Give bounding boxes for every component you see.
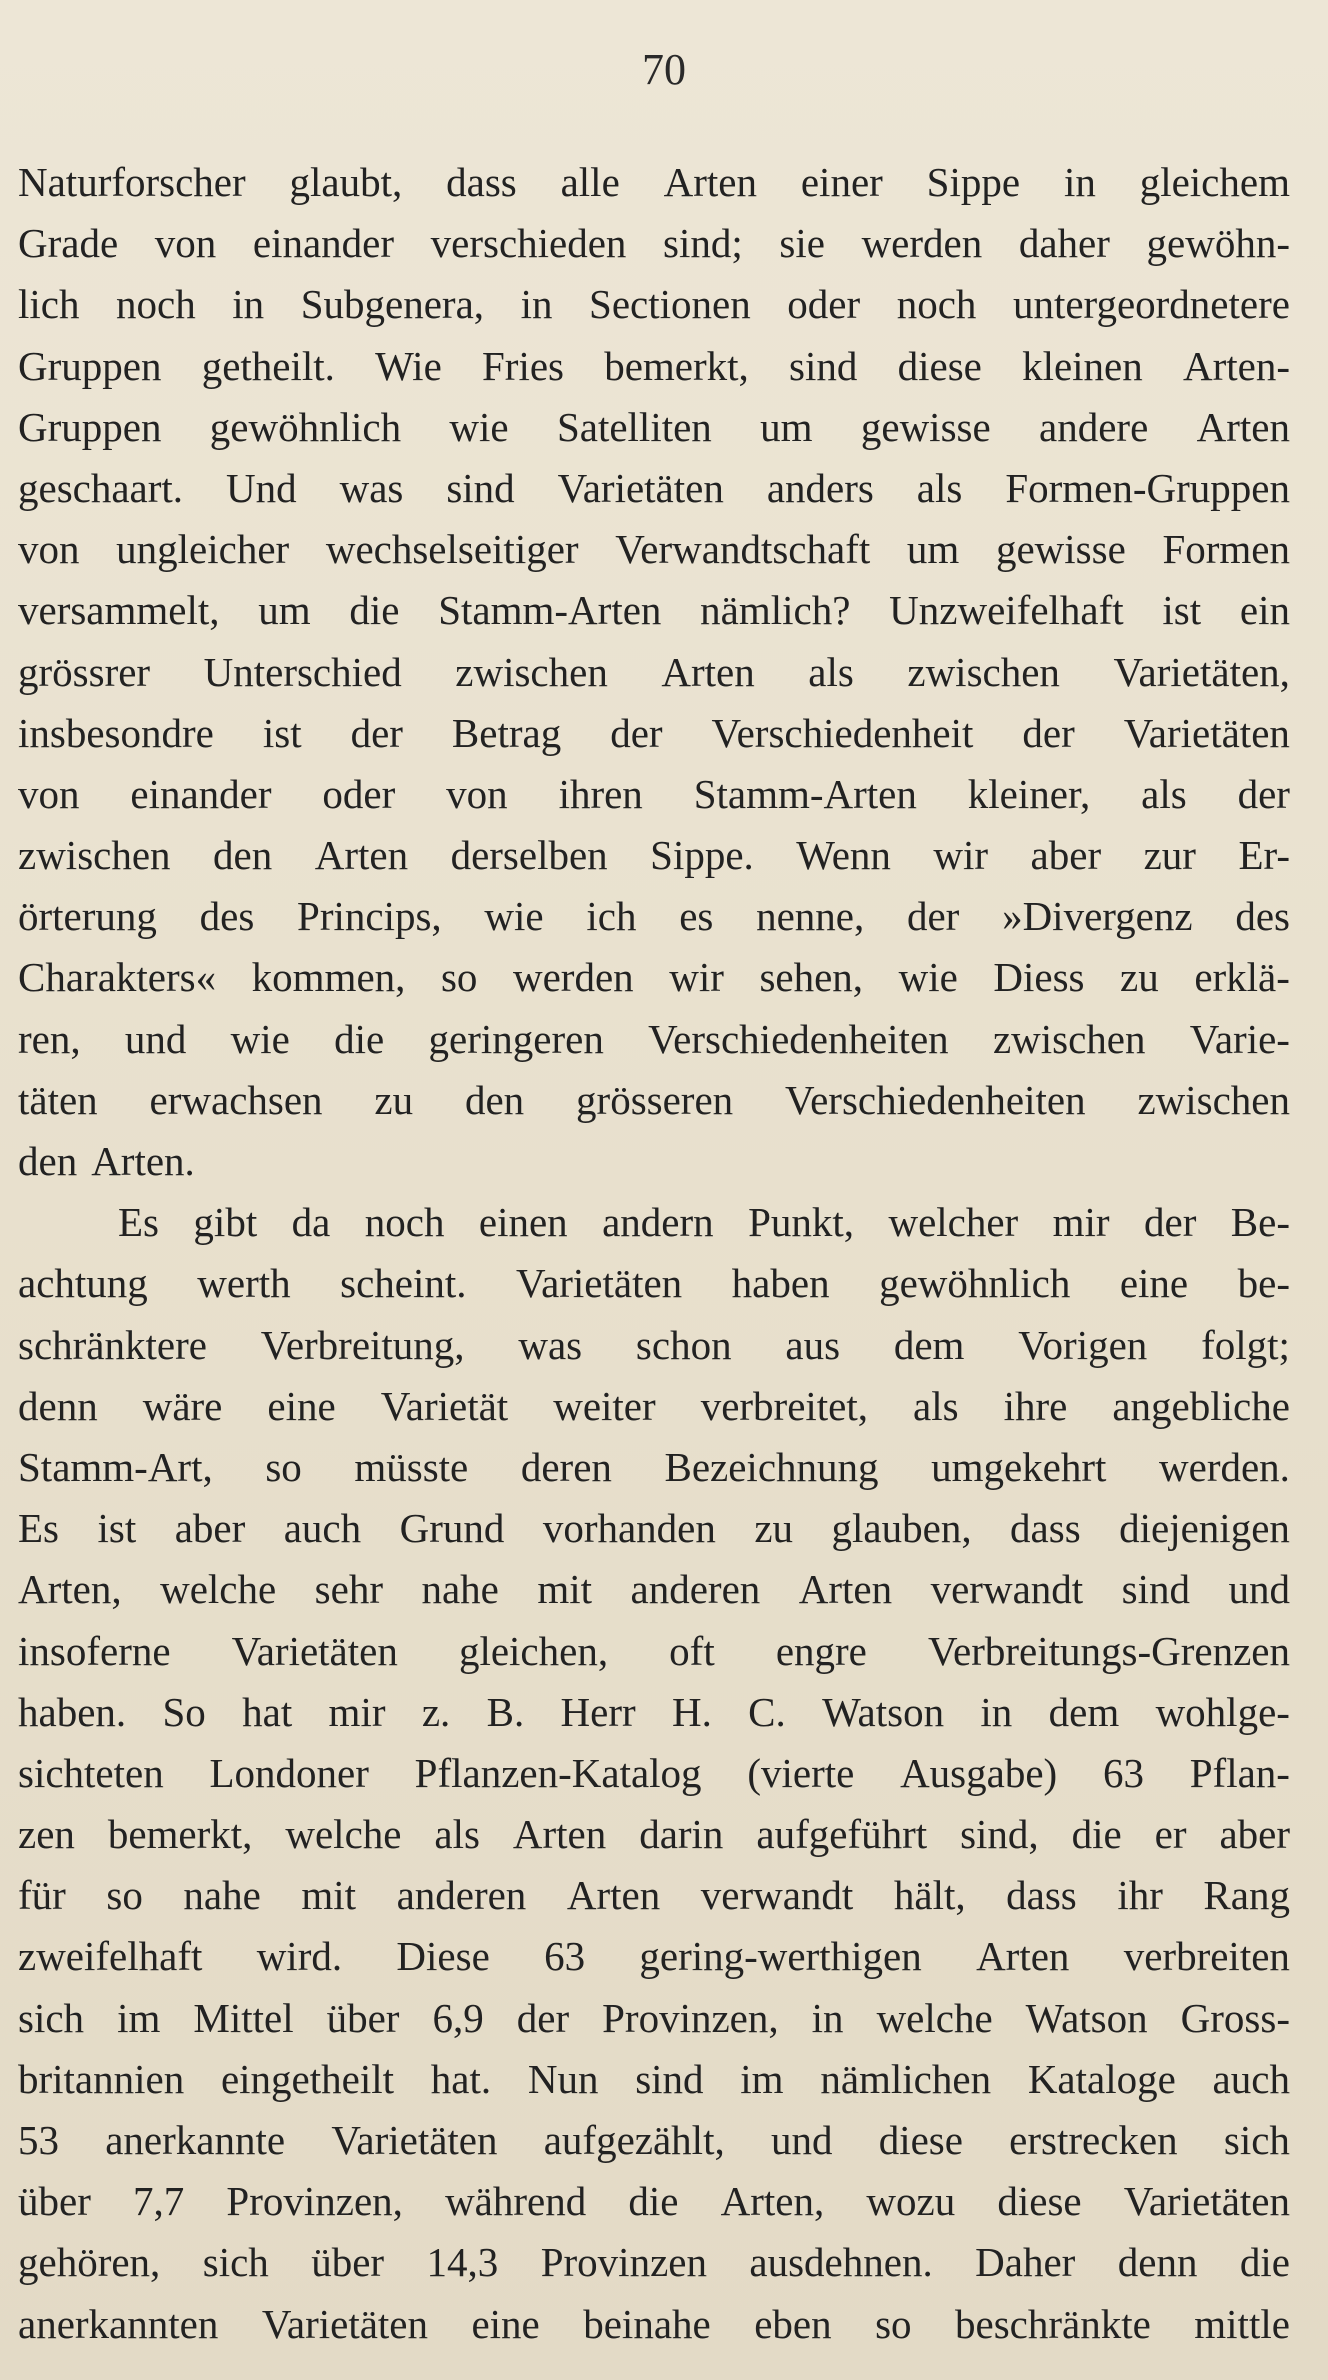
page-number: 70 [642, 45, 686, 94]
text-line: zweifelhaft wird. Diese 63 gering-werthigen Arten verbreiten [18, 1933, 1290, 1980]
text-line: Gruppen getheilt. Wie Fries bemerkt, sind diese kleinen Arten- [18, 342, 1290, 389]
text-line: lich noch in Subgenera, in Sectionen oder noch untergeordnetere [18, 281, 1290, 328]
text-line: örterung des Princips, wie ich es nenne, der »Divergenz des [18, 893, 1290, 940]
text-line: zwischen den Arten derselben Sippe. Wenn wir aber zur Er- [18, 832, 1290, 879]
paragraph-1 [18, 152, 1290, 1192]
text-line: täten erwachsen zu den grösseren Verschiedenheiten zwischen [18, 1076, 1290, 1123]
text-line: achtung werth scheint. Varietäten haben gewöhnlich eine be- [18, 1260, 1290, 1307]
text-line: anerkannten Varietäten eine beinahe eben so beschränkte mittle [18, 2300, 1290, 2347]
page-text [18, 152, 1290, 2355]
text-line: britannien eingetheilt hat. Nun sind im nämlichen Kataloge auch [18, 2055, 1290, 2102]
text-line: grössrer Unterschied zwischen Arten als zwischen Varietäten, [18, 648, 1290, 695]
text-line: Stamm-Art, so müsste deren Bezeichnung umgekehrt werden. [18, 1443, 1290, 1490]
text-line: über 7,7 Provinzen, während die Arten, wozu diese Varietäten [18, 2178, 1290, 2225]
text-line: Charakters« kommen, so werden wir sehen, wie Diess zu erklä- [18, 954, 1290, 1001]
text-line: sichteten Londoner Pflanzen-Katalog (vierte Ausgabe) 63 Pflan- [18, 1749, 1290, 1796]
text-line: Naturforscher glaubt, dass alle Arten einer Sippe in gleichem [18, 159, 1290, 205]
text-line: von ungleicher wechselseitiger Verwandtschaft um gewisse Formen [18, 526, 1290, 573]
text-line: versammelt, um die Stamm-Arten nämlich? Unzweifelhaft ist ein [18, 587, 1290, 634]
text-line: insoferne Varietäten gleichen, oft engre Verbreitungs-Grenzen [18, 1627, 1290, 1674]
text-line: schränktere Verbreitung, was schon aus dem Vorigen folgt; [18, 1321, 1290, 1368]
text-line: für so nahe mit anderen Arten verwandt hält, dass ihr Rang [18, 1872, 1290, 1919]
text-line: zen bemerkt, welche als Arten darin aufgeführt sind, die er aber [18, 1811, 1290, 1858]
text-line: sich im Mittel über 6,9 der Provinzen, in welche Watson Gross- [18, 1994, 1290, 2041]
paragraph-2 [18, 1192, 1290, 2355]
text-line: von einander oder von ihren Stamm-Arten kleiner, als der [18, 770, 1290, 817]
text-line: denn wäre eine Varietät weiter verbreitet, als ihre angebliche [18, 1382, 1290, 1429]
text-line: Es ist aber auch Grund vorhanden zu glauben, dass diejenigen [18, 1505, 1290, 1552]
text-line: den Arten. [18, 1138, 195, 1184]
text-line: Grade von einander verschieden sind; sie werden daher gewöhn- [18, 220, 1290, 267]
text-line: geschaart. Und was sind Varietäten anders als Formen-Gruppen [18, 464, 1290, 511]
text-line: haben. So hat mir z. B. Herr H. C. Watson in dem wohlge- [18, 1688, 1290, 1735]
text-line: Arten, welche sehr nahe mit anderen Arten verwandt sind und [18, 1566, 1290, 1613]
text-line: 53 anerkannte Varietäten aufgezählt, und diese erstrecken sich [18, 2117, 1290, 2163]
text-line: Gruppen gewöhnlich wie Satelliten um gewisse andere Arten [18, 403, 1290, 450]
text-line: gehören, sich über 14,3 Provinzen ausdehnen. Daher denn die [18, 2239, 1290, 2286]
text-line: insbesondre ist der Betrag der Verschiedenheit der Varietäten [18, 709, 1290, 756]
text-line: ren, und wie die geringeren Verschiedenheiten zwischen Varie- [18, 1015, 1290, 1062]
text-line: Es gibt da noch einen andern Punkt, welcher mir der Be- [118, 1199, 1290, 1246]
